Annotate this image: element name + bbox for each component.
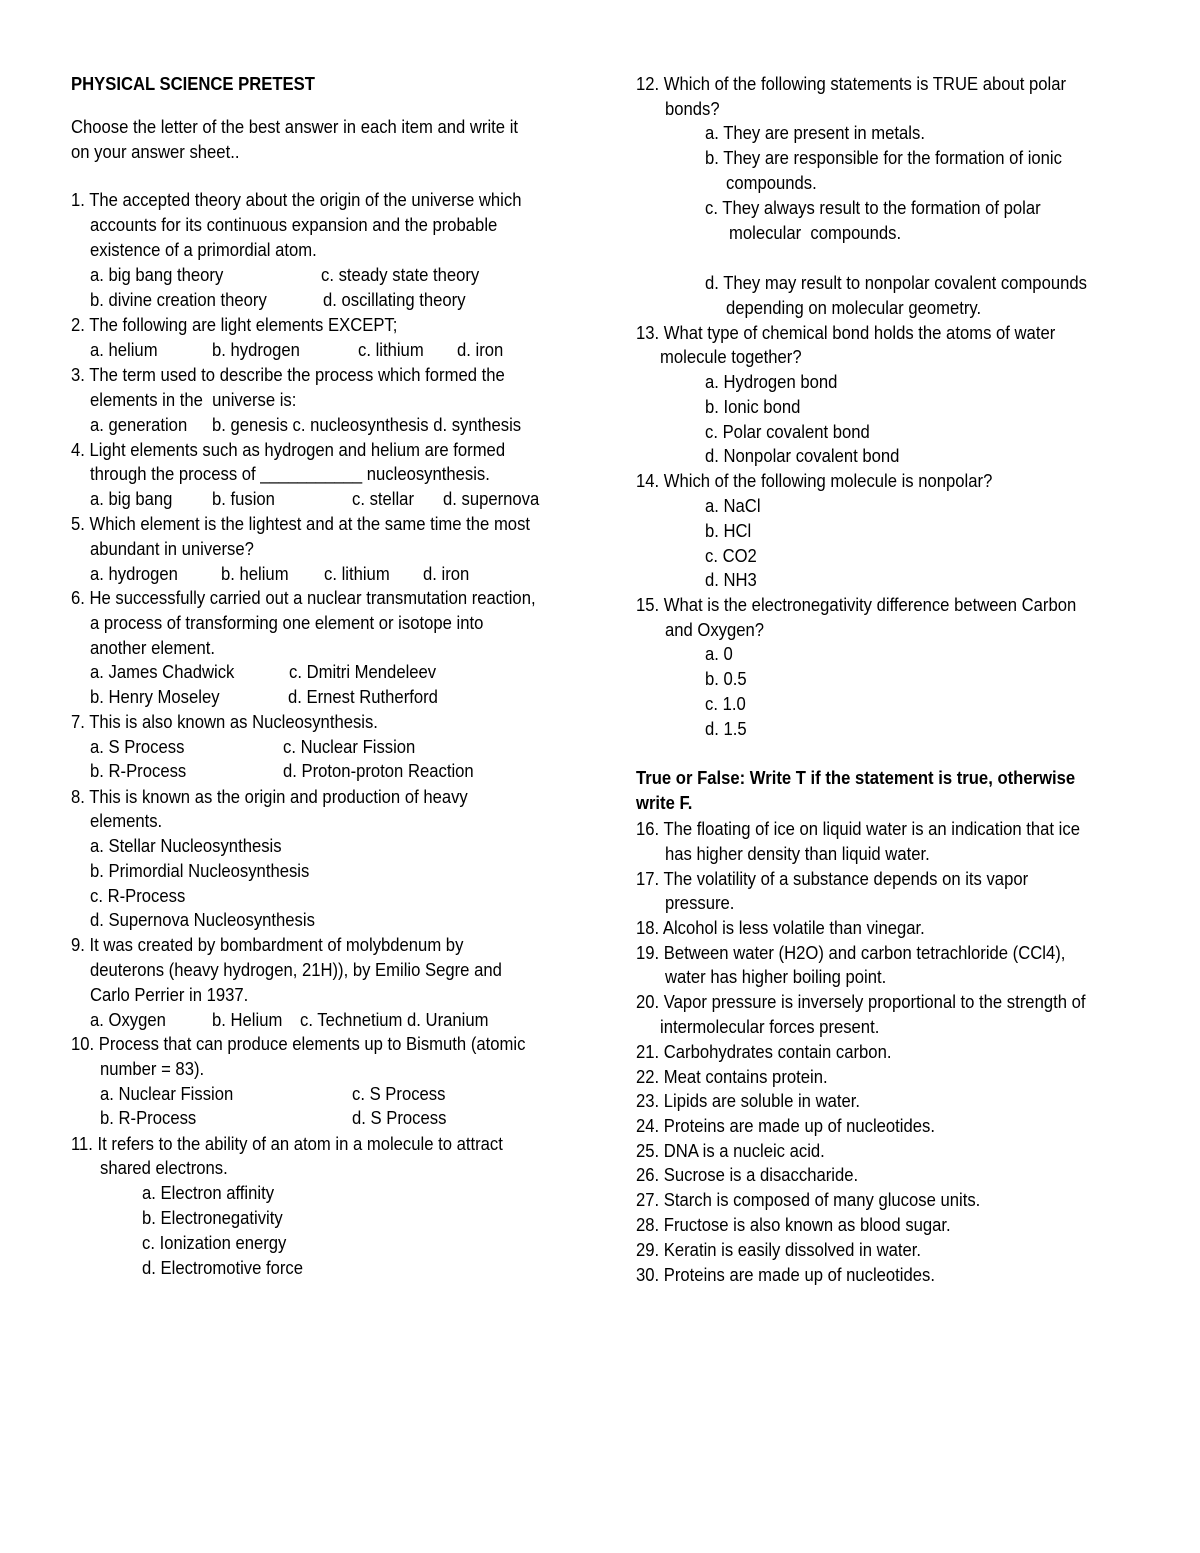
question-text: d. 1.5	[705, 718, 747, 739]
question-text: abundant in universe?	[90, 538, 254, 559]
question-text: elements.	[90, 810, 163, 831]
question-text: d. Supernova Nucleosynthesis	[90, 909, 315, 930]
question-text: a process of transforming one element or isotope into	[90, 612, 484, 633]
question-text: b. Helium	[212, 1009, 283, 1030]
question-text: a. Oxygen	[90, 1009, 166, 1030]
question-text: c. They always result to the formation of polar	[705, 197, 1041, 218]
question-text: c. R-Process	[90, 885, 186, 906]
question-text: a. big bang	[90, 488, 173, 509]
question-text: compounds.	[726, 172, 817, 193]
question-text: 1. The accepted theory about the origin of the universe which	[71, 189, 522, 210]
question-text: 4. Light elements such as hydrogen and helium are formed	[71, 439, 506, 460]
question-text: 27. Starch is composed of many glucose units.	[636, 1189, 981, 1210]
question-text: shared electrons.	[100, 1157, 228, 1178]
question-text: Carlo Perrier in 1937.	[90, 984, 249, 1005]
question-text: molecule together?	[660, 346, 802, 367]
question-text: 25. DNA is a nucleic acid.	[636, 1140, 825, 1161]
question-text: has higher density than liquid water.	[665, 843, 930, 864]
question-text: 11. It refers to the ability of an atom in a molecule to attract	[71, 1133, 503, 1154]
question-text: 7. This is also known as Nucleosynthesis.	[71, 711, 378, 732]
section-heading: write F.	[636, 792, 693, 813]
question-text: c. Polar covalent bond	[705, 421, 870, 442]
question-text: a. hydrogen	[90, 563, 178, 584]
question-text: 16. The floating of ice on liquid water is an indication that ice	[636, 818, 1080, 839]
question-text: d. NH3	[705, 569, 757, 590]
question-text: c. Ionization energy	[142, 1232, 287, 1253]
question-text: b. 0.5	[705, 668, 747, 689]
question-text: 9. It was created by bombardment of molybdenum by	[71, 934, 464, 955]
question-text: d. supernova	[443, 488, 540, 509]
question-text: 13. What type of chemical bond holds the atoms of water	[636, 322, 1056, 343]
question-text: a. S Process	[90, 736, 185, 757]
question-text: elements in the universe is:	[90, 389, 297, 410]
question-text: 18. Alcohol is less volatile than vinegar.	[636, 917, 925, 938]
question-text: c. CO2	[705, 545, 757, 566]
question-text: c. Dmitri Mendeleev	[289, 661, 437, 682]
question-text: b. HCl	[705, 520, 752, 541]
question-text: b. fusion	[212, 488, 275, 509]
question-text: pressure.	[665, 892, 735, 913]
question-text: c. lithium	[324, 563, 390, 584]
question-text: c. stellar	[352, 488, 415, 509]
question-text: a. 0	[705, 643, 733, 664]
question-text: through the process of ___________ nucleosynthesis.	[90, 463, 490, 484]
question-text: a. James Chadwick	[90, 661, 235, 682]
question-text: b. Electronegativity	[142, 1207, 283, 1228]
question-text: d. They may result to nonpolar covalent compounds	[705, 272, 1087, 293]
question-text: a. They are present in metals.	[705, 122, 925, 143]
question-text: 17. The volatility of a substance depends on its vapor	[636, 868, 1029, 889]
question-text: d. iron	[423, 563, 470, 584]
page-title: PHYSICAL SCIENCE PRETEST	[71, 73, 315, 94]
question-text: b. helium	[221, 563, 289, 584]
question-text: d. Proton-proton Reaction	[283, 760, 474, 781]
question-text: c. 1.0	[705, 693, 746, 714]
question-text: d. iron	[457, 339, 504, 360]
question-text: a. big bang theory	[90, 264, 224, 285]
question-text: depending on molecular geometry.	[726, 297, 982, 318]
question-text: existence of a primordial atom.	[90, 239, 317, 260]
question-text: deuterons (heavy hydrogen, 21H)), by Emilio Segre and	[90, 959, 502, 980]
question-text: 3. The term used to describe the process which formed the	[71, 364, 505, 385]
question-text: a. Stellar Nucleosynthesis	[90, 835, 282, 856]
question-text: a. Electron affinity	[142, 1182, 275, 1203]
question-text: molecular compounds.	[729, 222, 902, 243]
question-text: c. Technetium d. Uranium	[300, 1009, 489, 1030]
question-text: d. Ernest Rutherford	[288, 686, 438, 707]
question-text: 29. Keratin is easily dissolved in water.	[636, 1239, 922, 1260]
question-text: c. S Process	[352, 1083, 446, 1104]
question-text: b. Henry Moseley	[90, 686, 220, 707]
question-text: d. Electromotive force	[142, 1257, 304, 1278]
question-text: water has higher boiling point.	[665, 966, 887, 987]
question-text: b. divine creation theory	[90, 289, 267, 310]
section-heading: True or False: Write T if the statement is true, otherwise	[636, 767, 1076, 788]
question-text: number = 83).	[100, 1058, 205, 1079]
question-text: b. genesis c. nucleosynthesis d. synthesis	[212, 414, 522, 435]
question-text: 12. Which of the following statements is TRUE about polar	[636, 73, 1067, 94]
question-text: c. Nuclear Fission	[283, 736, 416, 757]
instructions-line: on your answer sheet..	[71, 141, 240, 162]
question-text: a. Hydrogen bond	[705, 371, 838, 392]
question-text: b. R-Process	[100, 1107, 197, 1128]
question-text: c. lithium	[358, 339, 424, 360]
question-text: intermolecular forces present.	[660, 1016, 880, 1037]
question-text: 20. Vapor pressure is inversely proportional to the strength of	[636, 991, 1086, 1012]
question-text: bonds?	[665, 98, 720, 119]
question-text: d. Nonpolar covalent bond	[705, 445, 900, 466]
question-text: another element.	[90, 637, 215, 658]
question-text: b. They are responsible for the formation of ionic	[705, 147, 1062, 168]
question-text: 5. Which element is the lightest and at the same time the most	[71, 513, 531, 534]
question-text: accounts for its continuous expansion and the probable	[90, 214, 498, 235]
question-text: d. oscillating theory	[323, 289, 466, 310]
question-text: b. R-Process	[90, 760, 187, 781]
question-text: 19. Between water (H2O) and carbon tetrachloride (CCl4),	[636, 942, 1066, 963]
question-text: b. hydrogen	[212, 339, 300, 360]
question-text: 24. Proteins are made up of nucleotides.	[636, 1115, 935, 1136]
question-text: 22. Meat contains protein.	[636, 1066, 828, 1087]
question-text: a. helium	[90, 339, 158, 360]
question-text: 14. Which of the following molecule is nonpolar?	[636, 470, 993, 491]
question-text: 8. This is known as the origin and production of heavy	[71, 786, 468, 807]
instructions-line: Choose the letter of the best answer in each item and write it	[71, 116, 519, 137]
question-text: 15. What is the electronegativity difference between Carbon	[636, 594, 1077, 615]
question-text: a. Nuclear Fission	[100, 1083, 234, 1104]
question-text: 23. Lipids are soluble in water.	[636, 1090, 860, 1111]
question-text: 21. Carbohydrates contain carbon.	[636, 1041, 892, 1062]
question-text: 2. The following are light elements EXCEPT;	[71, 314, 398, 335]
question-text: b. Primordial Nucleosynthesis	[90, 860, 310, 881]
question-text: 28. Fructose is also known as blood sugar.	[636, 1214, 951, 1235]
question-text: a. NaCl	[705, 495, 761, 516]
question-text: c. steady state theory	[321, 264, 480, 285]
question-text: 6. He successfully carried out a nuclear transmutation reaction,	[71, 587, 536, 608]
question-text: 10. Process that can produce elements up to Bismuth (atomic	[71, 1033, 526, 1054]
question-text: a. generation	[90, 414, 188, 435]
question-text: d. S Process	[352, 1107, 447, 1128]
question-text: 30. Proteins are made up of nucleotides.	[636, 1264, 935, 1285]
question-text: b. Ionic bond	[705, 396, 801, 417]
question-text: and Oxygen?	[665, 619, 765, 640]
question-text: 26. Sucrose is a disaccharide.	[636, 1164, 859, 1185]
